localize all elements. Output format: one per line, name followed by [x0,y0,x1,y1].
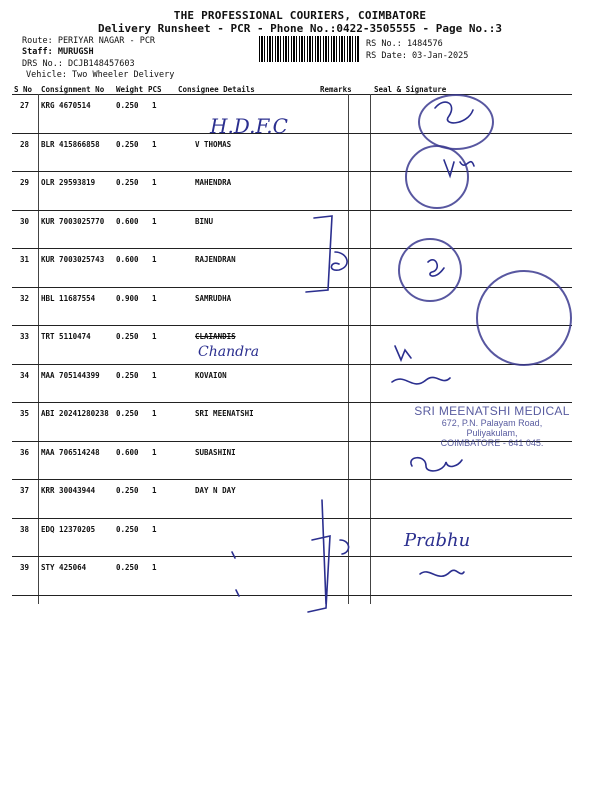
row-pcs: 1 [152,524,157,534]
row-sno: 38 [20,524,30,534]
row-weight: 0.250 [116,524,139,534]
signature-mark [411,458,462,471]
row-consignment-no: BLR 415866858 [41,139,100,149]
row-consignee: MAHENDRA [195,178,232,187]
row-pcs: 1 [152,409,157,418]
row-pcs: 1 [152,370,157,380]
row-consignee: SRI MEENATSHI [195,409,254,418]
signature-mark [428,260,444,276]
row-consignee: BINU [195,216,214,226]
col-sno: S No [14,85,33,94]
medical-stamp-address: 672, P.N. Palayam Road, [441,418,543,428]
row-consignee: RAJENDRAN [195,255,236,264]
signature-mark [308,500,349,612]
row-weight: 0.600 [116,216,139,226]
row-consignee: DAY N DAY [195,486,236,495]
col-remarks: Remarks [320,85,352,94]
runsheet-subtitle: Delivery Runsheet - PCR - Phone No.:0422-3505555 - Page No.:3 [98,22,502,35]
row-weight: 0.250 [116,101,139,110]
signature-mark [232,552,239,596]
row-weight: 0.250 [116,178,139,187]
row-weight: 0.250 [116,139,139,149]
row-pcs: 1 [152,332,157,341]
handwriting-chandra: Chandra [198,344,260,360]
signature-mark [392,377,450,384]
company-title: THE PROFESSIONAL COURIERS, COIMBATORE [173,9,427,22]
row-weight: 0.250 [116,409,139,418]
row-consignee: V THOMAS [195,139,232,149]
row-weight: 0.900 [116,293,139,303]
handwriting-prabhu: Prabhu [404,530,471,551]
row-pcs: 1 [152,139,157,149]
row-sno: 29 [20,178,30,187]
row-consignment-no: KUR 7003025743 [41,255,105,264]
row-sno: 27 [20,101,30,110]
row-pcs: 1 [152,486,157,495]
row-consignment-no: ABI 20241280238 [41,409,109,418]
signature-mark [444,160,474,176]
row-consignee: KOVAION [195,370,227,380]
row-consignment-no: MAA 706514248 [41,447,100,457]
row-consignment-no: KUR 7003025770 [41,216,105,226]
staff-label: Staff: [22,47,53,57]
row-sno: 35 [20,409,30,418]
row-weight: 0.250 [116,486,139,495]
row-pcs: 1 [152,293,157,303]
medical-stamp-name: SRI MEENATSHI MEDICAL [414,404,570,418]
col-consignment: Consignment No [41,85,105,94]
row-weight: 0.250 [116,332,139,341]
row-sno: 31 [20,255,30,264]
drs-line: DRS No.: DCJB148457603 [22,59,135,69]
col-weight: Weight [116,85,144,94]
row-consignment-no: STY 425064 [41,563,87,572]
row-pcs: 1 [152,563,157,572]
row-pcs: 1 [152,255,157,264]
signature-mark [435,102,473,123]
row-sno: 37 [20,486,30,495]
row-pcs: 1 [152,101,157,110]
row-sno: 34 [20,370,30,380]
row-sno: 36 [20,447,30,457]
signature-mark [395,346,411,360]
row-sno: 30 [20,216,30,226]
row-weight: 0.250 [116,563,139,572]
row-sno: 33 [20,332,30,341]
route-line: Route: PERIYAR NAGAR - PCR [22,36,156,46]
medical-stamp [392,404,592,448]
handwriting-hdfc: H.D.F.C [210,114,288,138]
row-pcs: 1 [152,447,157,457]
row-sno: 32 [20,293,30,303]
signature-mark [306,216,347,292]
row-pcs: 1 [152,178,157,187]
rs-number: RS No.: 1484576 [366,39,443,49]
row-sno: 28 [20,139,30,149]
row-consignment-no: HBL 11687554 [41,293,96,303]
row-weight: 0.600 [116,447,139,457]
staff-value: MURUGSH [57,47,94,57]
row-consignment-no: KRR 30043944 [41,486,96,495]
signature-mark [420,570,464,576]
row-consignee: CLAIANDIS [195,332,236,341]
vehicle-line: Vehicle: Two Wheeler Delivery [26,70,175,80]
medical-stamp-address: COIMBATORE - 641 045. [440,438,544,448]
col-consignee: Consignee Details [178,85,255,94]
row-pcs: 1 [152,216,157,226]
col-seal: Seal & Signature [374,85,447,94]
row-consignment-no: MAA 705144399 [41,370,100,380]
medical-stamp-address: Puliyakulam, [466,428,518,438]
row-weight: 0.600 [116,255,139,264]
row-consignment-no: TRT 5110474 [41,332,91,341]
row-sno: 39 [20,563,30,572]
row-consignee: SUBASHINI [195,447,236,457]
row-weight: 0.250 [116,370,139,380]
row-consignment-no: KRG 4670514 [41,101,91,110]
row-consignment-no: OLR 29593819 [41,178,96,187]
rs-date: RS Date: 03-Jan-2025 [366,51,469,61]
col-pcs: PCS [148,85,162,94]
row-consignment-no: EDQ 12370205 [41,524,96,534]
row-consignee: SAMRUDHA [195,293,232,303]
